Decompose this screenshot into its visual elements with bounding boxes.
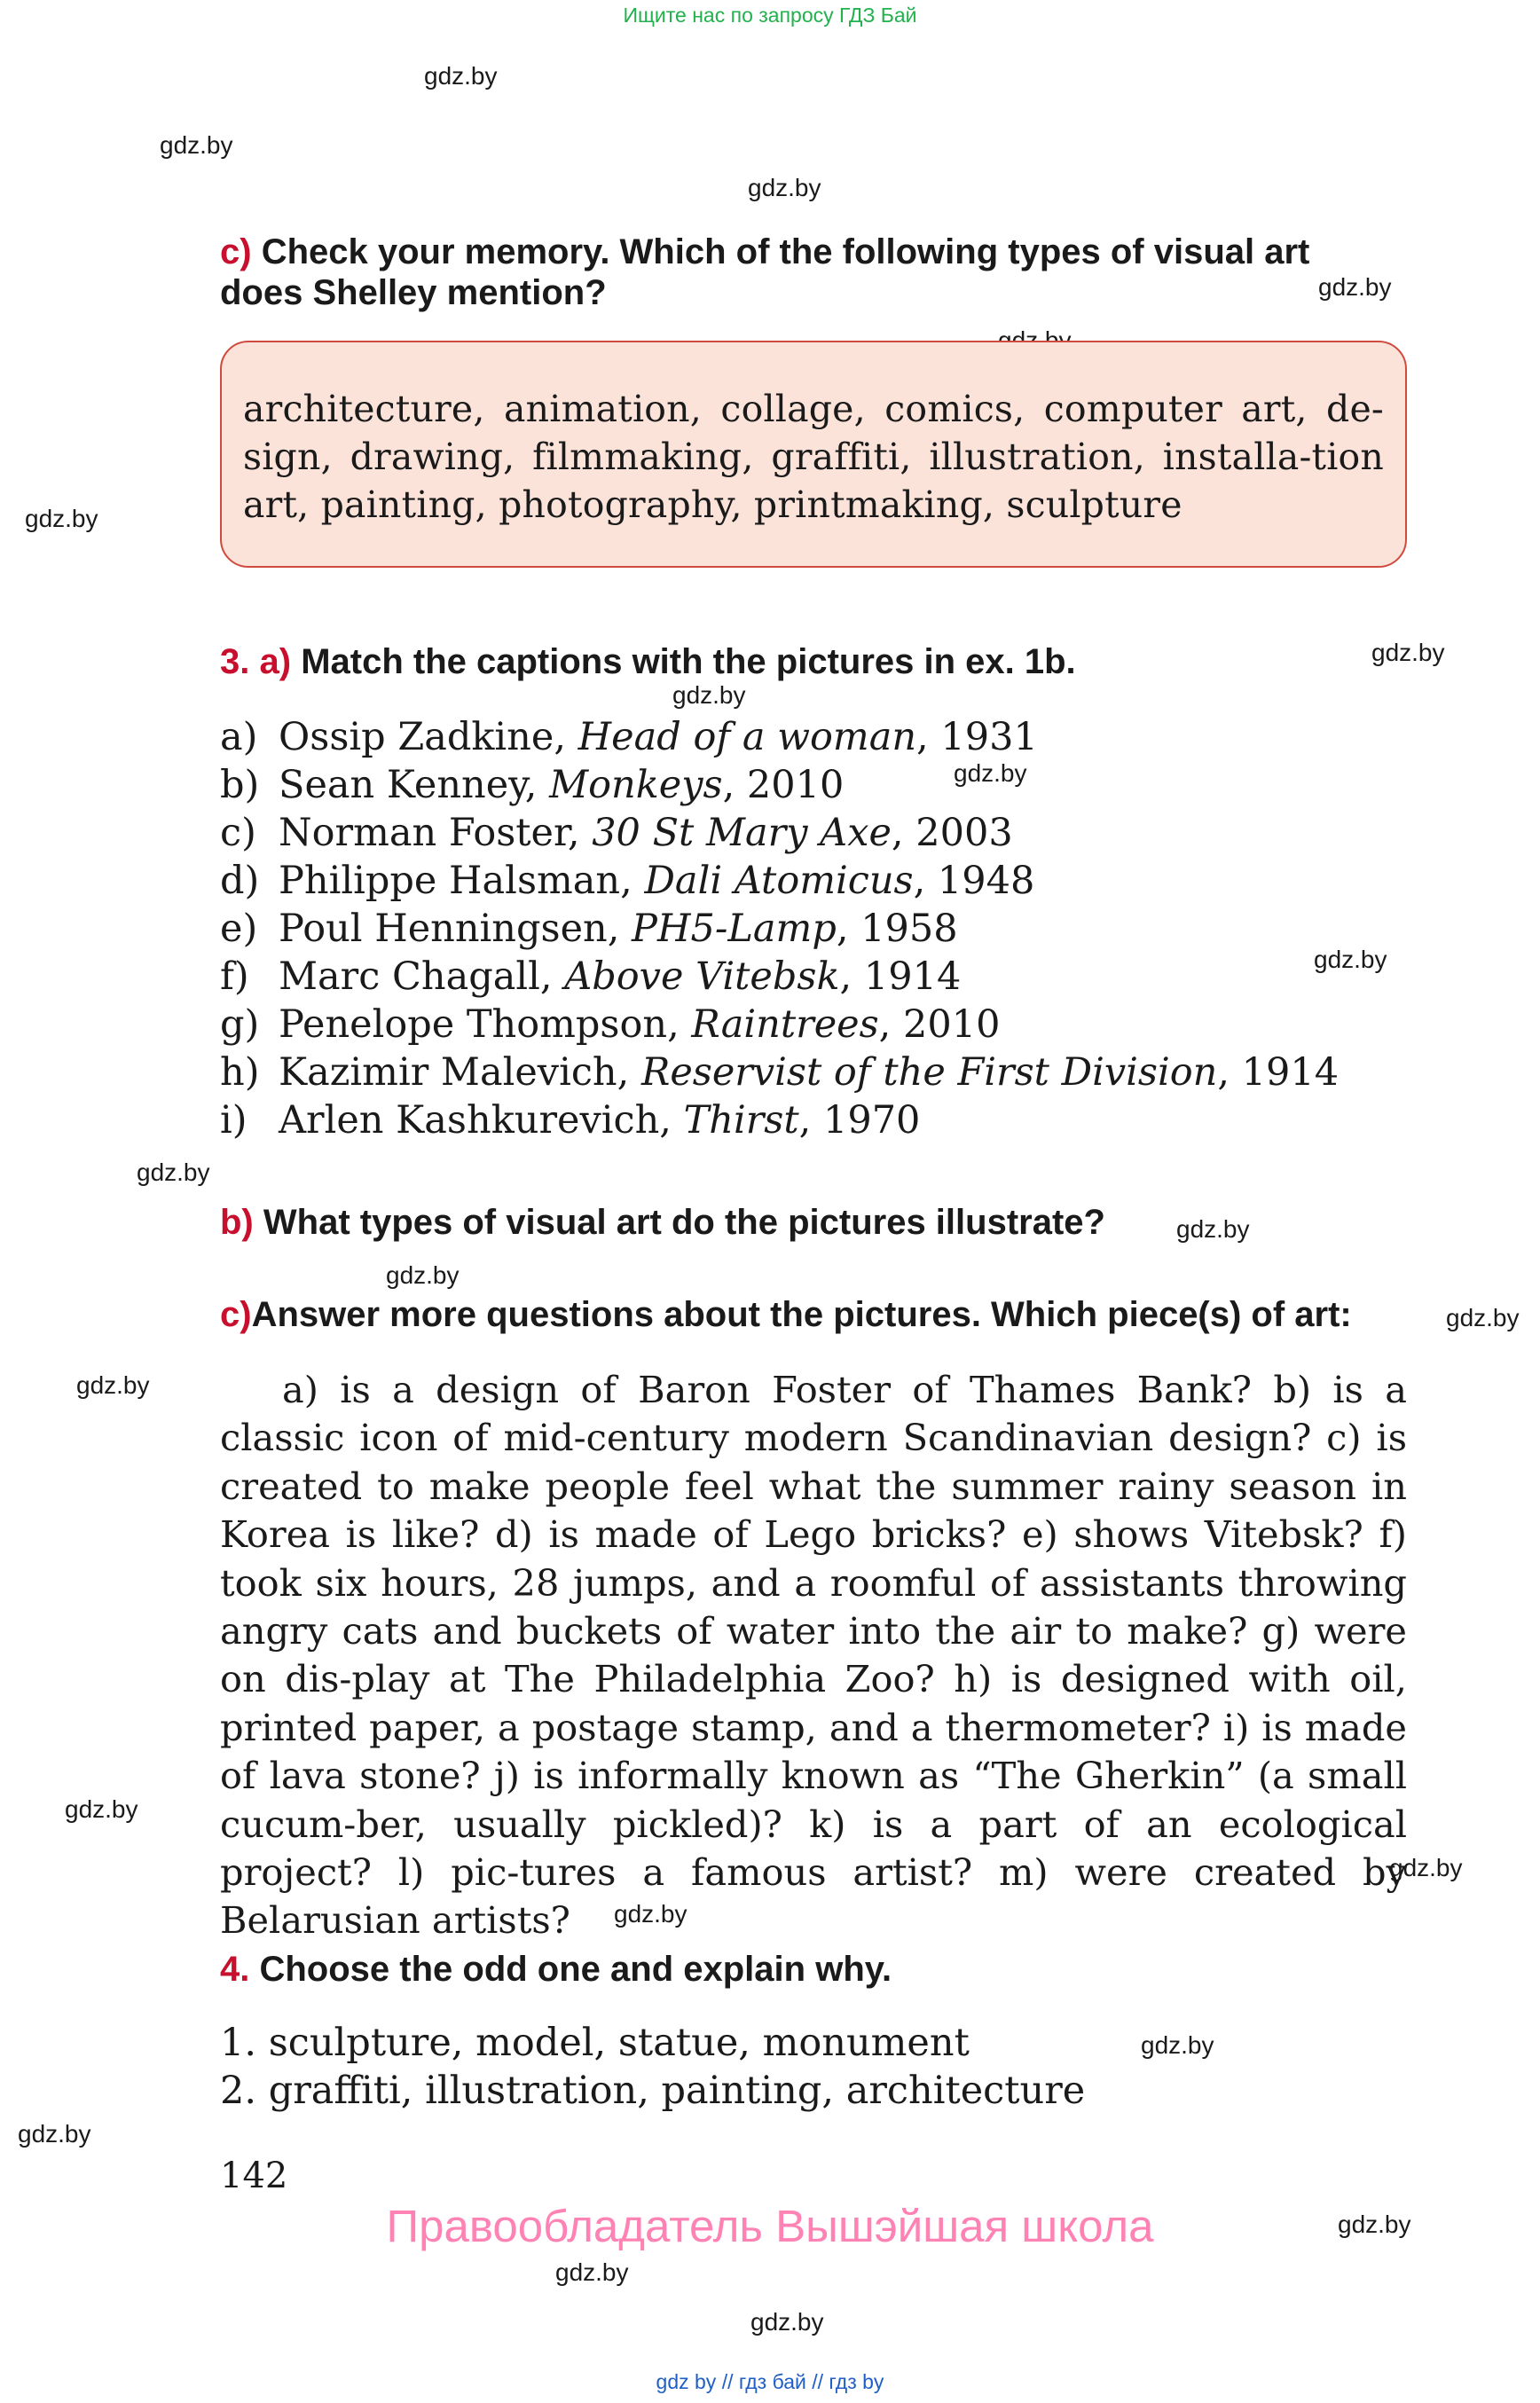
caption-year: , 1914 — [1217, 1050, 1340, 1095]
item-text: sculpture, model, statue, monument — [268, 2021, 970, 2065]
watermark: gdz.by — [748, 174, 821, 201]
caption-label: g) — [220, 1002, 260, 1047]
list-item — [220, 761, 1339, 809]
caption-label: c) — [220, 811, 256, 855]
ex3-a-heading — [220, 640, 1076, 683]
caption-title: PH5-Lamp — [632, 907, 837, 951]
header-link[interactable]: Ищите нас по запросу ГДЗ Бай — [623, 4, 917, 27]
list-item — [220, 905, 1339, 953]
caption-title: Thirst — [683, 1098, 799, 1143]
list-item — [220, 1001, 1339, 1048]
caption-year: , 1970 — [798, 1098, 921, 1143]
watermark: gdz.by — [1318, 273, 1392, 301]
watermark: gdz.by — [1176, 1215, 1250, 1243]
watermark: gdz.by — [614, 1900, 688, 1928]
footer-links[interactable]: gdz by // гдз бай // гдз by — [656, 2370, 884, 2393]
caption-title: Dali Atomicus — [644, 859, 914, 903]
caption-title: Above Vitebsk — [564, 954, 840, 999]
watermark: gdz.by — [1446, 1304, 1520, 1331]
caption-year: , 1931 — [916, 715, 1038, 759]
list-item — [220, 809, 1339, 857]
watermark: gdz.by — [18, 2120, 91, 2148]
caption-year: , 1948 — [913, 859, 1035, 903]
watermark: gdz.by — [750, 2308, 824, 2336]
ex3-b-text: What types of visual art do the pictures illustrate? — [263, 1203, 1105, 1242]
watermark: gdz.by — [1141, 2031, 1214, 2059]
watermark: gdz.by — [65, 1795, 138, 1823]
watermark: gdz.by — [386, 1261, 460, 1289]
ex3-c-questions: a) is a design of Baron Foster of Thames Bank? b) is a classic icon of mid-century modern Scandinavian design? c) is created to make people feel what the summer rainy season in Korea is like? d) is made of Lego bricks? e) shows Vitebsk? f) took six hours, 28 jumps, and a roomful of assistants throwing angry cats and buckets of water into the air to make? g) were on dis-play at The Philadelphia Zoo? h) is designed with oil, printed paper, a postage stamp, and a thermometer? i) is made of lava stone? j) is informally known as “The Gherkin” (a small cucum-ber, usually pickled)? k) is a part of an ecological project? l) pic-tures a famous artist? m) were created by Belarusian artists? — [220, 1368, 1407, 1943]
item-text: graffiti, illustration, painting, architecture — [268, 2069, 1086, 2113]
caption-artist: Ossip Zadkine, — [279, 715, 578, 759]
caption-artist: Marc Chagall, — [279, 954, 565, 999]
section-c-question-line2: does Shelley mention? — [220, 273, 607, 312]
page-number: 142 — [220, 2156, 288, 2196]
section-c-question-line1: Check your memory. Which of the following types of visual art — [261, 232, 1310, 271]
caption-title: Raintrees — [691, 1002, 879, 1047]
ex4-number: 4. — [220, 1950, 250, 1989]
caption-year: , 2010 — [722, 763, 845, 807]
ex3-b-heading — [220, 1201, 1105, 1244]
ex3-c-label: c) — [220, 1295, 252, 1334]
section-c-heading — [220, 231, 1309, 273]
watermark: gdz.by — [1314, 946, 1387, 973]
caption-artist: Penelope Thompson, — [279, 1002, 692, 1047]
list-item — [220, 1048, 1339, 1096]
ex3-a-label: a) — [259, 642, 292, 681]
caption-title: Monkeys — [549, 763, 723, 807]
watermark: gdz.by — [1371, 639, 1445, 666]
item-number: 1. — [220, 2021, 257, 2065]
list-item — [220, 2067, 1085, 2115]
item-number: 2. — [220, 2069, 257, 2113]
section-c-label: c) — [220, 232, 252, 271]
caption-artist: Arlen Kashkurevich, — [279, 1098, 684, 1143]
watermark: gdz.by — [76, 1371, 150, 1399]
ex3-b-label: b) — [220, 1203, 254, 1242]
caption-year: , 2003 — [891, 811, 1013, 855]
ex4-heading — [220, 1948, 892, 1991]
visual-art-types-text: architecture, animation, collage, comics, computer art, de-sign, drawing, filmmaking, graffiti, illustration, installa-tion art, painting, photography, printmaking, sculpture — [243, 388, 1384, 526]
caption-title: Reservist of the First Division — [640, 1050, 1218, 1095]
ex3-number: 3. — [220, 642, 250, 681]
caption-year: , 1958 — [836, 907, 958, 951]
list-item — [220, 1096, 1339, 1144]
list-item — [220, 2019, 1085, 2067]
ex4-text: Choose the odd one and explain why. — [259, 1950, 892, 1989]
watermark: gdz.by — [25, 505, 98, 532]
caption-label: f) — [220, 954, 249, 999]
rights-holder: Правообладатель Вышэйшая школа — [386, 2201, 1154, 2251]
caption-label: b) — [220, 763, 260, 807]
caption-title: 30 St Mary Axe — [592, 811, 892, 855]
caption-list — [220, 713, 1339, 1144]
visual-art-types-box — [220, 341, 1407, 568]
caption-title: Head of a woman — [578, 715, 917, 759]
caption-label: a) — [220, 715, 258, 759]
watermark: gdz.by — [555, 2258, 629, 2286]
caption-artist: Philippe Halsman, — [279, 859, 645, 903]
caption-artist: Norman Foster, — [279, 811, 593, 855]
watermark: gdz.by — [160, 131, 233, 159]
odd-one-list — [220, 2019, 1085, 2115]
caption-artist: Kazimir Malevich, — [279, 1050, 641, 1095]
watermark: gdz.by — [424, 62, 498, 90]
watermark: gdz.by — [1389, 1854, 1463, 1881]
ex3-a-text: Match the captions with the pictures in ex. 1b. — [301, 642, 1076, 681]
ex3-c-heading — [220, 1293, 1352, 1336]
list-item — [220, 857, 1339, 905]
list-item — [220, 953, 1339, 1001]
caption-year: , 2010 — [878, 1002, 1001, 1047]
caption-label: d) — [220, 859, 260, 903]
caption-year: , 1914 — [839, 954, 962, 999]
watermark: gdz.by — [137, 1158, 210, 1186]
watermark: gdz.by — [672, 681, 746, 709]
ex3-c-text: Answer more questions about the pictures. Which piece(s) of art: — [251, 1295, 1352, 1334]
caption-artist: Sean Kenney, — [279, 763, 550, 807]
watermark: gdz.by — [1338, 2211, 1411, 2238]
caption-label: h) — [220, 1050, 260, 1095]
caption-label: i) — [220, 1098, 248, 1143]
caption-label: e) — [220, 907, 258, 951]
list-item — [220, 713, 1339, 761]
caption-artist: Poul Henningsen, — [279, 907, 632, 951]
watermark: gdz.by — [954, 759, 1027, 787]
